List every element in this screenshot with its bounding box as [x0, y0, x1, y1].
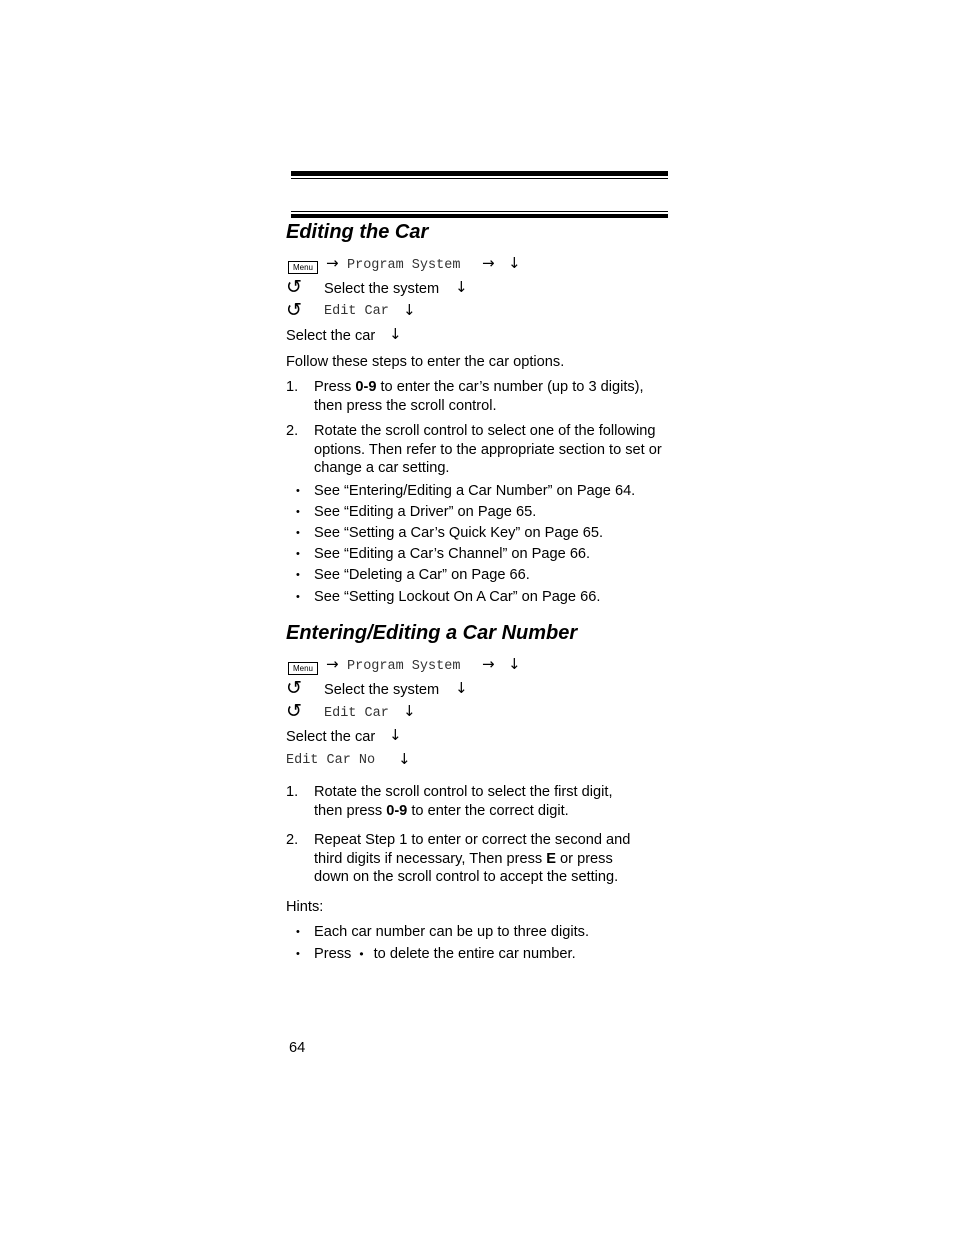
- rotate-icon: ↺: [286, 677, 302, 699]
- page-number: 64: [289, 1040, 306, 1056]
- arrow-down-icon: ↓: [389, 726, 402, 744]
- list-item: See “Setting Lockout On A Car” on Page 66.: [314, 589, 601, 605]
- step-text: Rotate the scroll control to select one of the following options. Then refer to the appropriate section to set or change a car setting.: [314, 423, 662, 476]
- step-number: 2.: [286, 832, 299, 848]
- rotate-icon: ↺: [286, 700, 302, 722]
- program-system-display: Program System: [347, 258, 461, 273]
- arrow-down-icon: ↓: [403, 702, 416, 720]
- arrow-right-icon: →: [326, 254, 339, 272]
- section-title: Editing the Car: [286, 221, 429, 243]
- step-number: 1.: [286, 784, 299, 800]
- bullet-icon: •: [296, 591, 300, 603]
- intro-text: Follow these steps to enter the car options.: [286, 354, 565, 370]
- section-title: Entering/Editing a Car Number: [286, 622, 578, 644]
- bullet-icon: •: [296, 527, 300, 539]
- arrow-down-icon: ↓: [455, 679, 468, 697]
- arrow-down-icon: ↓: [508, 254, 521, 272]
- header-rule-thin: [291, 178, 668, 179]
- edit-car-display: Edit Car: [324, 304, 389, 319]
- list-item: Press • to delete the entire car number.: [314, 946, 576, 962]
- bullet-icon: •: [296, 548, 300, 560]
- list-item: See “Setting a Car’s Quick Key” on Page 65.: [314, 525, 604, 541]
- step-number: 1.: [286, 379, 299, 395]
- dot-key-icon: •: [359, 947, 364, 961]
- list-item: See “Editing a Driver” on Page 65.: [314, 504, 537, 520]
- section-rule-thick: [291, 214, 668, 218]
- header-rule-thick: [291, 171, 668, 176]
- select-car-text: Select the car: [286, 729, 376, 745]
- edit-car-display: Edit Car: [324, 706, 389, 721]
- step-text: Press 0-9 to enter the car’s number (up to 3 digits), then press the scroll control.: [314, 379, 644, 414]
- menu-key-icon: Menu: [288, 261, 318, 274]
- arrow-down-icon: ↓: [403, 301, 416, 319]
- bullet-icon: •: [296, 569, 300, 581]
- bullet-icon: •: [296, 948, 300, 960]
- list-item: See “Deleting a Car” on Page 66.: [314, 567, 530, 583]
- edit-car-no-display: Edit Car No: [286, 753, 376, 768]
- select-system-text: Select the system: [324, 281, 440, 297]
- list-item: See “Editing a Car’s Channel” on Page 66.: [314, 546, 591, 562]
- list-item: Each car number can be up to three digits.: [314, 924, 590, 940]
- step-text: Rotate the scroll control to select the first digit, then press 0-9 to enter the correct digit.: [314, 784, 613, 819]
- arrow-down-icon: ↓: [389, 325, 402, 343]
- bullet-icon: •: [296, 506, 300, 518]
- bullet-icon: •: [296, 485, 300, 497]
- select-system-text: Select the system: [324, 682, 440, 698]
- menu-key-icon: Menu: [288, 662, 318, 675]
- program-system-display: Program System: [347, 659, 461, 674]
- arrow-right-icon: →: [482, 655, 495, 673]
- select-car-text: Select the car: [286, 328, 376, 344]
- arrow-right-icon: →: [482, 254, 495, 272]
- rotate-icon: ↺: [286, 276, 302, 298]
- hints-label: Hints:: [286, 899, 324, 915]
- bullet-icon: •: [296, 926, 300, 938]
- arrow-down-icon: ↓: [508, 655, 521, 673]
- list-item: See “Entering/Editing a Car Number” on Page 64.: [314, 483, 636, 499]
- section-rule-thin: [291, 211, 668, 212]
- arrow-down-icon: ↓: [455, 278, 468, 296]
- step-number: 2.: [286, 423, 299, 439]
- arrow-down-icon: ↓: [398, 750, 411, 768]
- step-text: Repeat Step 1 to enter or correct the second and third digits if necessary, Then press E or press down on the scroll control to accept the setting.: [314, 832, 631, 885]
- arrow-right-icon: →: [326, 655, 339, 673]
- rotate-icon: ↺: [286, 299, 302, 321]
